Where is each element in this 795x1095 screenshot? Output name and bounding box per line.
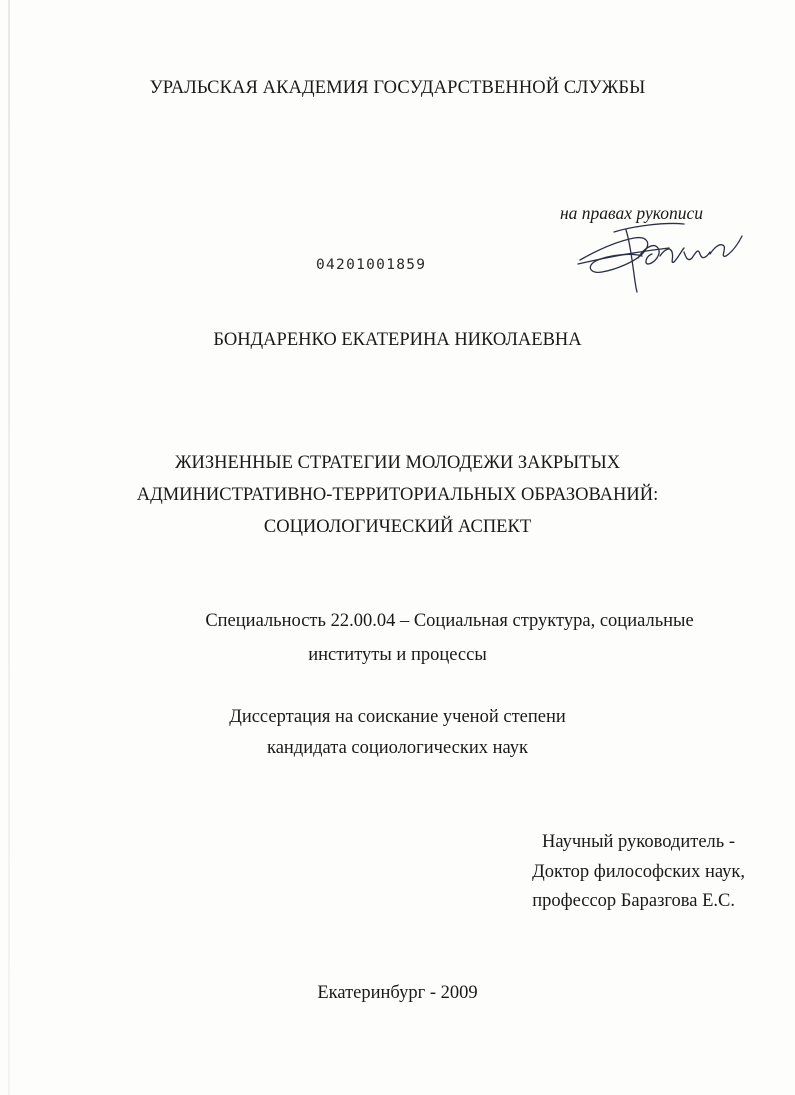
title-line: СОЦИОЛОГИЧЕСКИЙ АСПЕКТ — [263, 517, 532, 537]
city-year: Екатеринбург - 2009 — [317, 983, 478, 1003]
supervisor-line: Научный руководитель - — [542, 832, 735, 852]
manuscript-note: на правах рукописи — [560, 203, 703, 223]
degree-line: кандидата социологических наук — [266, 738, 529, 758]
supervisor-line: профессор Баразгова Е.С. — [532, 891, 735, 911]
institution-name: УРАЛЬСКАЯ АКАДЕМИЯ ГОСУДАРСТВЕННОЙ СЛУЖБЫ — [149, 78, 646, 98]
specialty-line: институты и процессы — [308, 645, 487, 665]
author-name: БОНДАРЕНКО ЕКАТЕРИНА НИКОЛАЕВНА — [213, 330, 582, 350]
supervisor-line: Доктор философских наук, — [532, 862, 745, 882]
title-line: ЖИЗНЕННЫЕ СТРАТЕГИИ МОЛОДЕЖИ ЗАКРЫТЫХ — [174, 453, 621, 473]
title-line: АДМИНИСТРАТИВНО-ТЕРРИТОРИАЛЬНЫХ ОБРАЗОВАНИЙ: — [136, 485, 659, 505]
degree-line: Диссертация на соискание ученой степени — [229, 707, 566, 727]
specialty-line: Специальность 22.00.04 – Социальная структура, социальные — [205, 611, 694, 631]
catalog-code: 04201001859 — [316, 257, 427, 273]
handwritten-signature — [574, 212, 749, 294]
scan-edge-shadow — [8, 0, 10, 1095]
